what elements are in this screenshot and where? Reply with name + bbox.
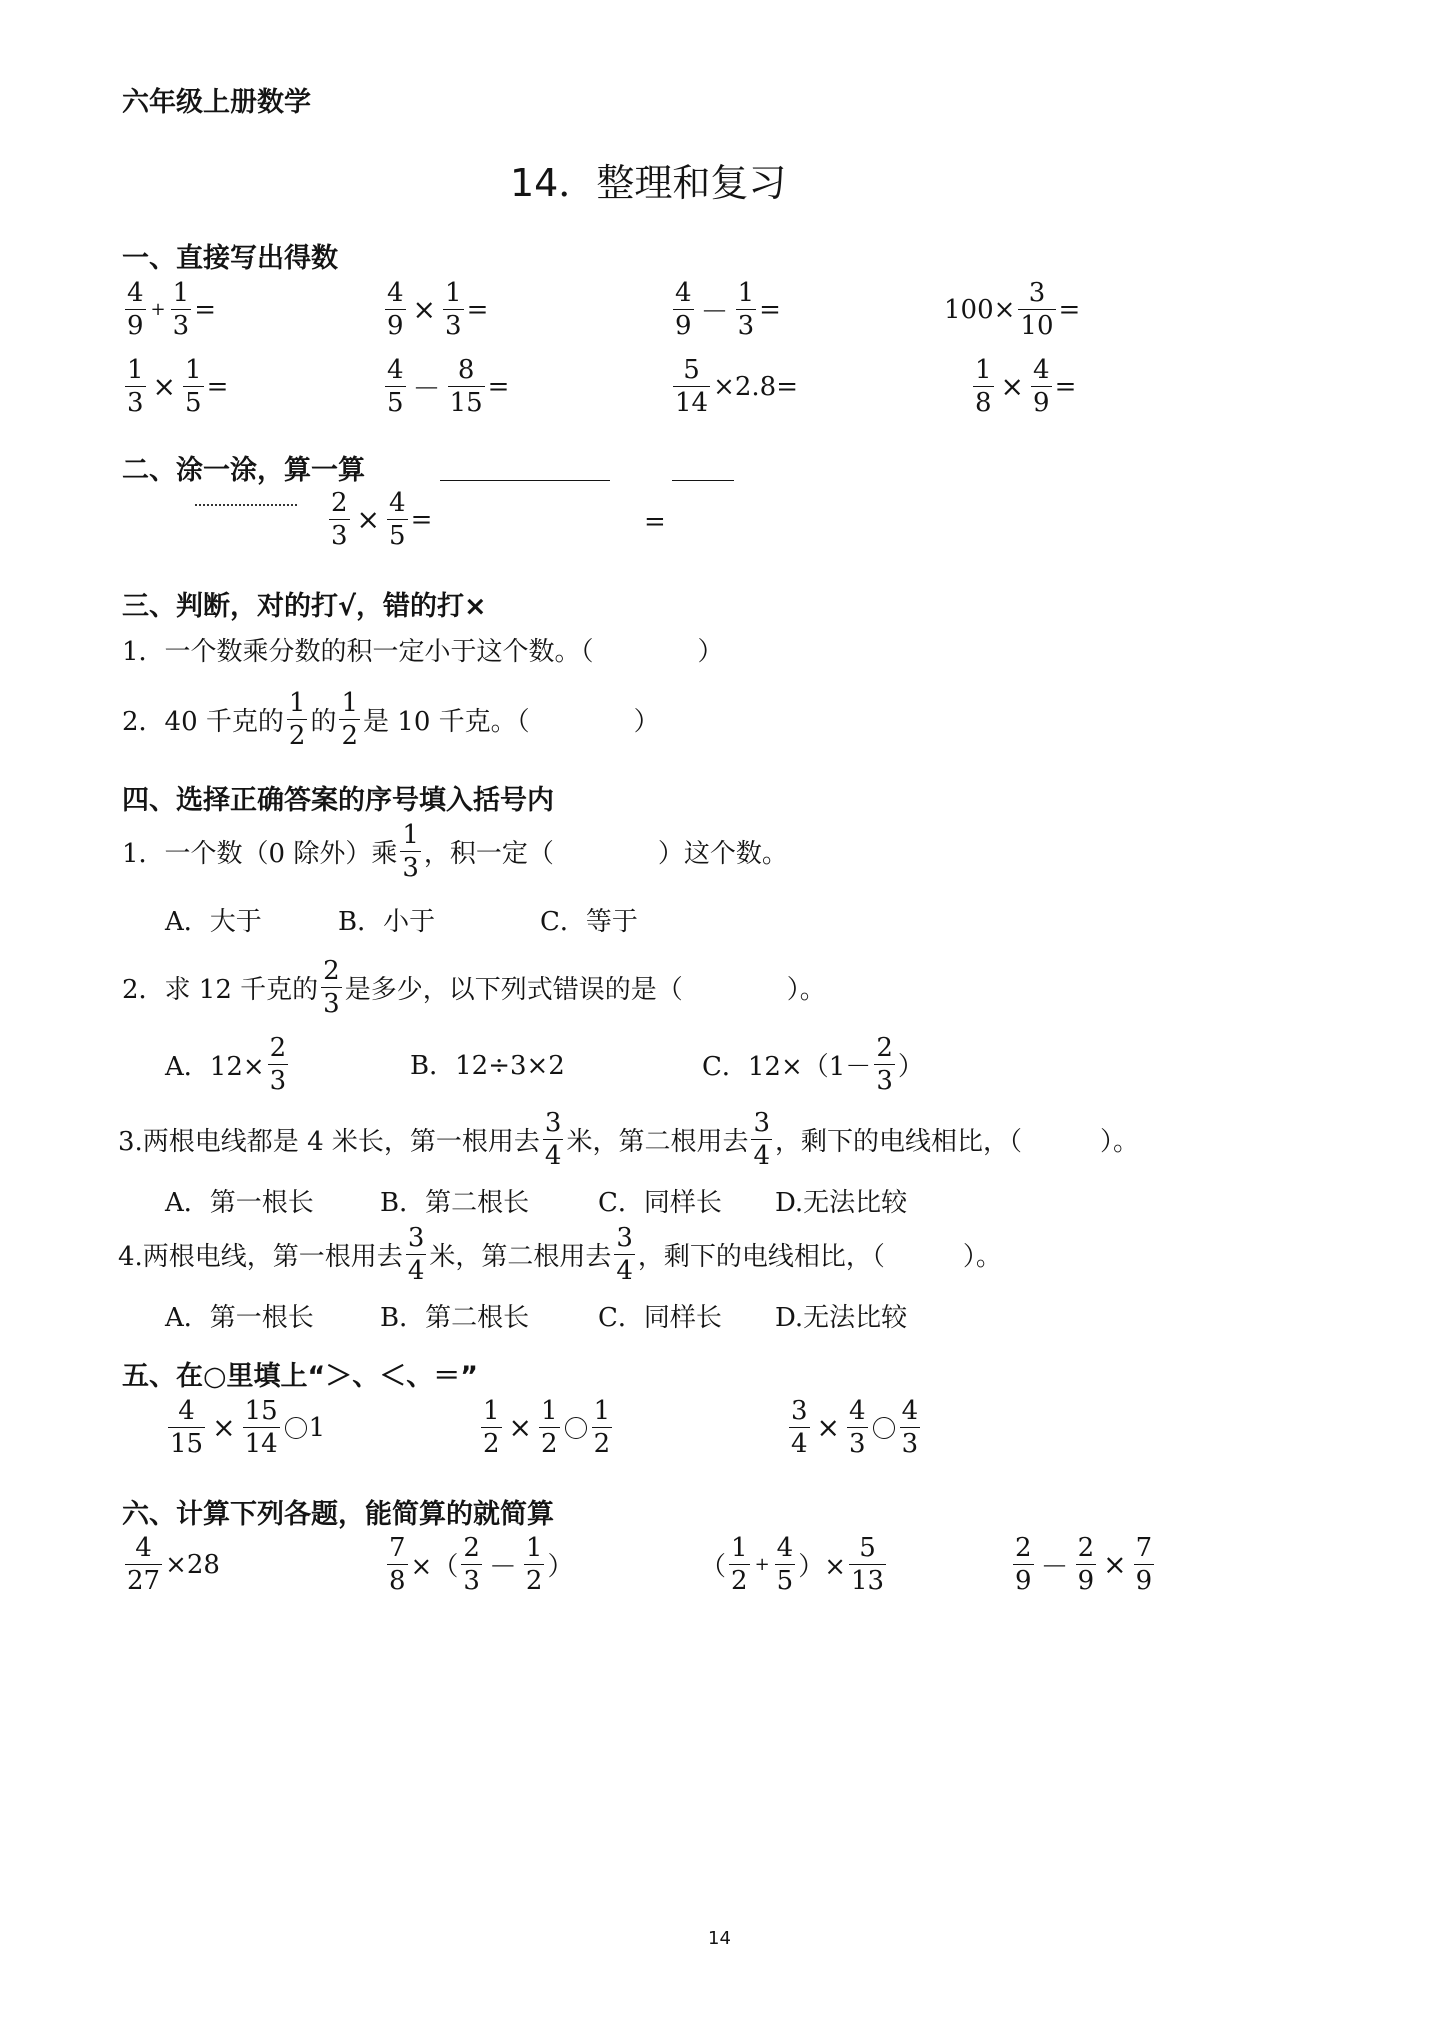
- s4-q3-option-c: C．同样长: [598, 1188, 722, 1218]
- s3-question-2: 2．40 千克的 $\frac{1}{2}$ 的 $\frac{1}{2}$ 是 10 千克。（ ）: [122, 688, 660, 751]
- section-2-title: 二、涂一涂，算一算: [122, 455, 365, 486]
- s4-q2-option-c: C．12×（1－ $\frac{2}{3}$ ）: [702, 1033, 924, 1096]
- s4-q1-option-a: A．大于: [165, 907, 262, 937]
- s1-expr-8: $\frac{1}{8}$ × $\frac{4}{9}$ =: [975, 355, 1077, 418]
- s6-expr-4: $\frac{2}{9}$ － $\frac{2}{9}$ × $\frac{7}{9}$: [1015, 1533, 1153, 1596]
- section-3-title: 三、判断，对的打√，错的打×: [122, 591, 487, 622]
- s2-expr: $\frac{2}{3}$ × $\frac{4}{5}$ =: [331, 488, 433, 551]
- s6-expr-2: $\frac{7}{8}$ ×（ $\frac{2}{3}$ － $\frac{1}{2}$ ）: [389, 1533, 574, 1596]
- s1-expr-3: $\frac{4}{9}$ － $\frac{1}{3}$ =: [675, 278, 781, 341]
- s5-compare-2: $\frac{1}{2}$ × $\frac{1}{2}$ $\frac{1}{2}$: [483, 1396, 611, 1459]
- s4-q3-option-a: A．第一根长: [165, 1188, 314, 1218]
- s4-question-2: 2．求 12 千克的 $\frac{2}{3}$ 是多少，以下列式错误的是（ ）。: [122, 956, 826, 1019]
- s4-q1-option-b: B．小于: [338, 907, 436, 937]
- s4-q1-option-c: C．等于: [540, 907, 638, 937]
- answer-line-2: [672, 480, 734, 481]
- s4-q3-option-d: D.无法比较: [775, 1188, 908, 1218]
- s4-question-3: 3.两根电线都是 4 米长，第一根用去 $\frac{3}{4}$ 米，第二根用去 $\frac{3}{4}$ ，剩下的电线相比，（ ）。: [118, 1108, 1140, 1171]
- compare-circle-3[interactable]: [873, 1417, 895, 1439]
- s4-q4-option-a: A．第一根长: [165, 1303, 314, 1333]
- compare-circle-2[interactable]: [565, 1417, 587, 1439]
- s1-expr-1: $\frac{4}{9}$ + $\frac{1}{3}$ =: [127, 278, 216, 341]
- s4-question-1: 1．一个数（0 除外）乘 $\frac{1}{3}$ ，积一定（ ）这个数。: [122, 820, 788, 883]
- s4-q2-option-a: A．12× $\frac{2}{3}$: [165, 1033, 287, 1096]
- section-5-title: 五、在○里填上“＞、＜、＝”: [122, 1361, 479, 1392]
- s4-question-4: 4.两根电线，第一根用去 $\frac{3}{4}$ 米，第二根用去 $\frac{3}{4}$ ，剩下的电线相比，（ ）。: [118, 1223, 1002, 1286]
- s5-compare-3: $\frac{3}{4}$ × $\frac{4}{3}$ $\frac{4}{3}$: [791, 1396, 919, 1459]
- s6-expr-1: $\frac{4}{27}$ ×28: [127, 1533, 220, 1596]
- answer-line-1: [440, 480, 610, 481]
- shading-strip: [195, 504, 297, 506]
- s5-compare-1: $\frac{4}{15}$ × $\frac{15}{14}$ 1: [170, 1396, 326, 1459]
- s1-expr-6: $\frac{4}{5}$ － $\frac{8}{15}$ =: [387, 355, 510, 418]
- section-1-title: 一、直接写出得数: [122, 243, 338, 274]
- s1-expr-5: $\frac{1}{3}$ × $\frac{1}{5}$ =: [127, 355, 229, 418]
- s4-q2-option-b: B．12÷3×2: [410, 1051, 565, 1081]
- header-label: 六年级上册数学: [122, 87, 311, 118]
- s4-q3-option-b: B．第二根长: [380, 1188, 530, 1218]
- page-title: 14．整理和复习: [510, 161, 787, 205]
- compare-circle-1[interactable]: [285, 1417, 307, 1439]
- section-6-title: 六、计算下列各题，能简算的就简算: [122, 1499, 554, 1530]
- s4-q4-option-d: D.无法比较: [775, 1303, 908, 1333]
- s1-expr-4: 100× $\frac{3}{10}$ =: [944, 278, 1081, 341]
- s3-question-1: 1．一个数乘分数的积一定小于这个数。（ ）: [122, 637, 724, 667]
- s1-expr-2: $\frac{4}{9}$ × $\frac{1}{3}$ =: [387, 278, 489, 341]
- page-number: 14: [708, 1928, 731, 1949]
- s4-q4-option-b: B．第二根长: [380, 1303, 530, 1333]
- s4-q4-option-c: C．同样长: [598, 1303, 722, 1333]
- section-4-title: 四、选择正确答案的序号填入括号内: [122, 785, 554, 816]
- s6-expr-3: （ $\frac{1}{2}$ + $\frac{4}{5}$ ）× $\frac{5}{13}$: [700, 1533, 885, 1596]
- s1-expr-7: $\frac{5}{14}$ ×2.8=: [675, 355, 799, 418]
- s2-equals-2: =: [644, 507, 666, 537]
